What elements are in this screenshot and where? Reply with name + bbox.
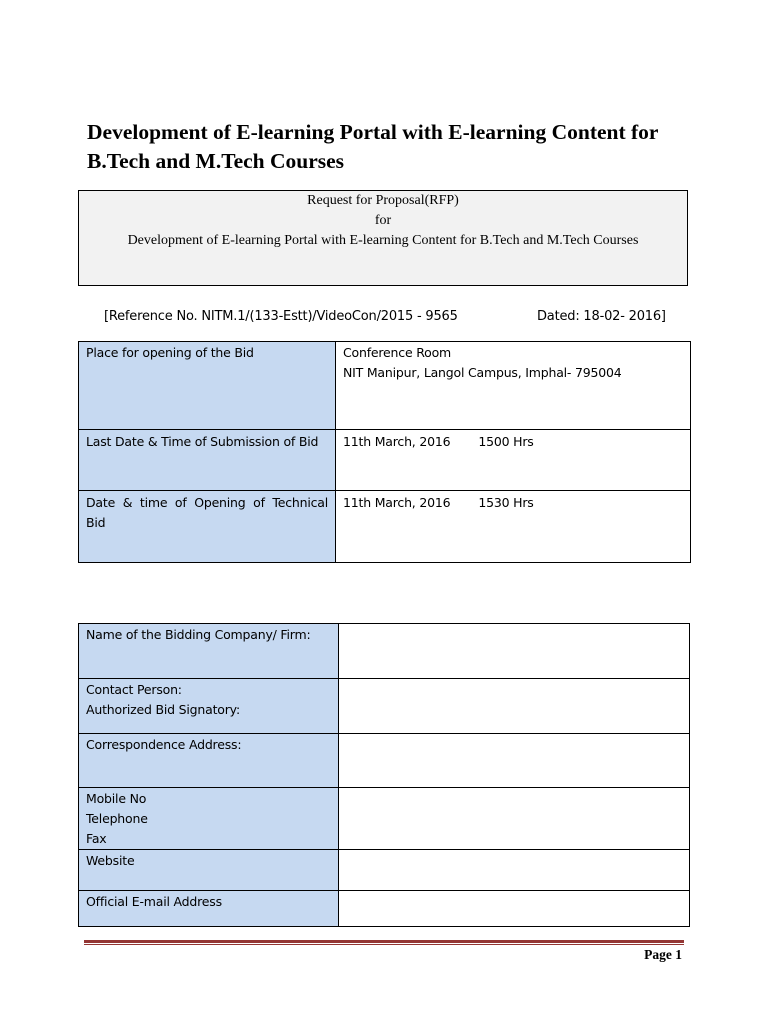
label-cell bbox=[79, 679, 339, 734]
label-cell bbox=[79, 850, 339, 891]
page-number: Page 1 bbox=[644, 947, 682, 962]
place-opening-label: Place for opening of the Bid bbox=[86, 345, 254, 360]
label-cell bbox=[79, 342, 336, 430]
email-label: Official E-mail Address bbox=[86, 894, 222, 909]
address-label: Correspondence Address: bbox=[86, 737, 242, 752]
reference-number: [Reference No. NITM.1/(133-Estt)/VideoCon/2015 - 9565 bbox=[104, 309, 458, 324]
technical-bid-opening-label: Date & time of Opening of Technical Bid bbox=[86, 495, 328, 530]
table-row bbox=[79, 850, 690, 891]
rfp-for: for bbox=[374, 213, 392, 228]
phone-field[interactable] bbox=[339, 788, 690, 850]
label-cell bbox=[79, 891, 339, 927]
label-cell bbox=[79, 491, 336, 563]
value-cell bbox=[336, 491, 691, 563]
contact-person-label: Contact Person: bbox=[86, 682, 182, 697]
contact-person-field[interactable] bbox=[339, 679, 690, 734]
venue-name: Conference Room bbox=[343, 345, 451, 360]
venue-address: NIT Manipur, Langol Campus, Imphal- 795004 bbox=[343, 365, 622, 380]
label-cell bbox=[79, 624, 339, 679]
table-row bbox=[79, 679, 690, 734]
fax-label: Fax bbox=[86, 831, 107, 846]
technical-bid-date: 11th March, 2016 bbox=[343, 495, 451, 510]
footer-rule-thin bbox=[84, 944, 684, 945]
footer-divider bbox=[84, 940, 684, 946]
email-field[interactable] bbox=[339, 891, 690, 927]
technical-bid-time: 1530 Hrs bbox=[478, 495, 534, 510]
telephone-label: Telephone bbox=[86, 811, 148, 826]
footer-rule-thick bbox=[84, 940, 684, 943]
submission-deadline-label: Last Date & Time of Submission of Bid bbox=[86, 434, 319, 449]
rfp-box bbox=[78, 190, 688, 286]
table-row bbox=[79, 788, 690, 850]
table-row bbox=[79, 891, 690, 927]
mobile-label: Mobile No bbox=[86, 791, 147, 806]
table-row bbox=[79, 734, 690, 788]
label-cell bbox=[79, 430, 336, 491]
value-cell bbox=[336, 342, 691, 430]
document-title: Development of E-learning Portal with E-learning Content for B.Tech and M.Tech Courses bbox=[87, 120, 659, 173]
table-row bbox=[79, 624, 690, 679]
table-row bbox=[79, 342, 691, 430]
value-cell bbox=[336, 430, 691, 491]
company-name-label: Name of the Bidding Company/ Firm: bbox=[86, 627, 311, 642]
bid-schedule-table bbox=[78, 341, 691, 563]
bidder-details-table bbox=[78, 623, 690, 927]
company-name-field[interactable] bbox=[339, 624, 690, 679]
rfp-subject: Development of E-learning Portal with E-learning Content for B.Tech and M.Tech Courses bbox=[127, 233, 639, 248]
table-row bbox=[79, 491, 691, 563]
label-cell bbox=[79, 734, 339, 788]
signatory-label: Authorized Bid Signatory: bbox=[86, 702, 240, 717]
address-field[interactable] bbox=[339, 734, 690, 788]
website-label: Website bbox=[86, 853, 135, 868]
table-row bbox=[79, 430, 691, 491]
submission-date: 11th March, 2016 bbox=[343, 434, 451, 449]
website-field[interactable] bbox=[339, 850, 690, 891]
submission-time: 1500 Hrs bbox=[478, 434, 534, 449]
dated-text: Dated: 18-02- 2016] bbox=[537, 309, 666, 324]
label-cell bbox=[79, 788, 339, 850]
rfp-heading: Request for Proposal(RFP) bbox=[307, 193, 459, 208]
